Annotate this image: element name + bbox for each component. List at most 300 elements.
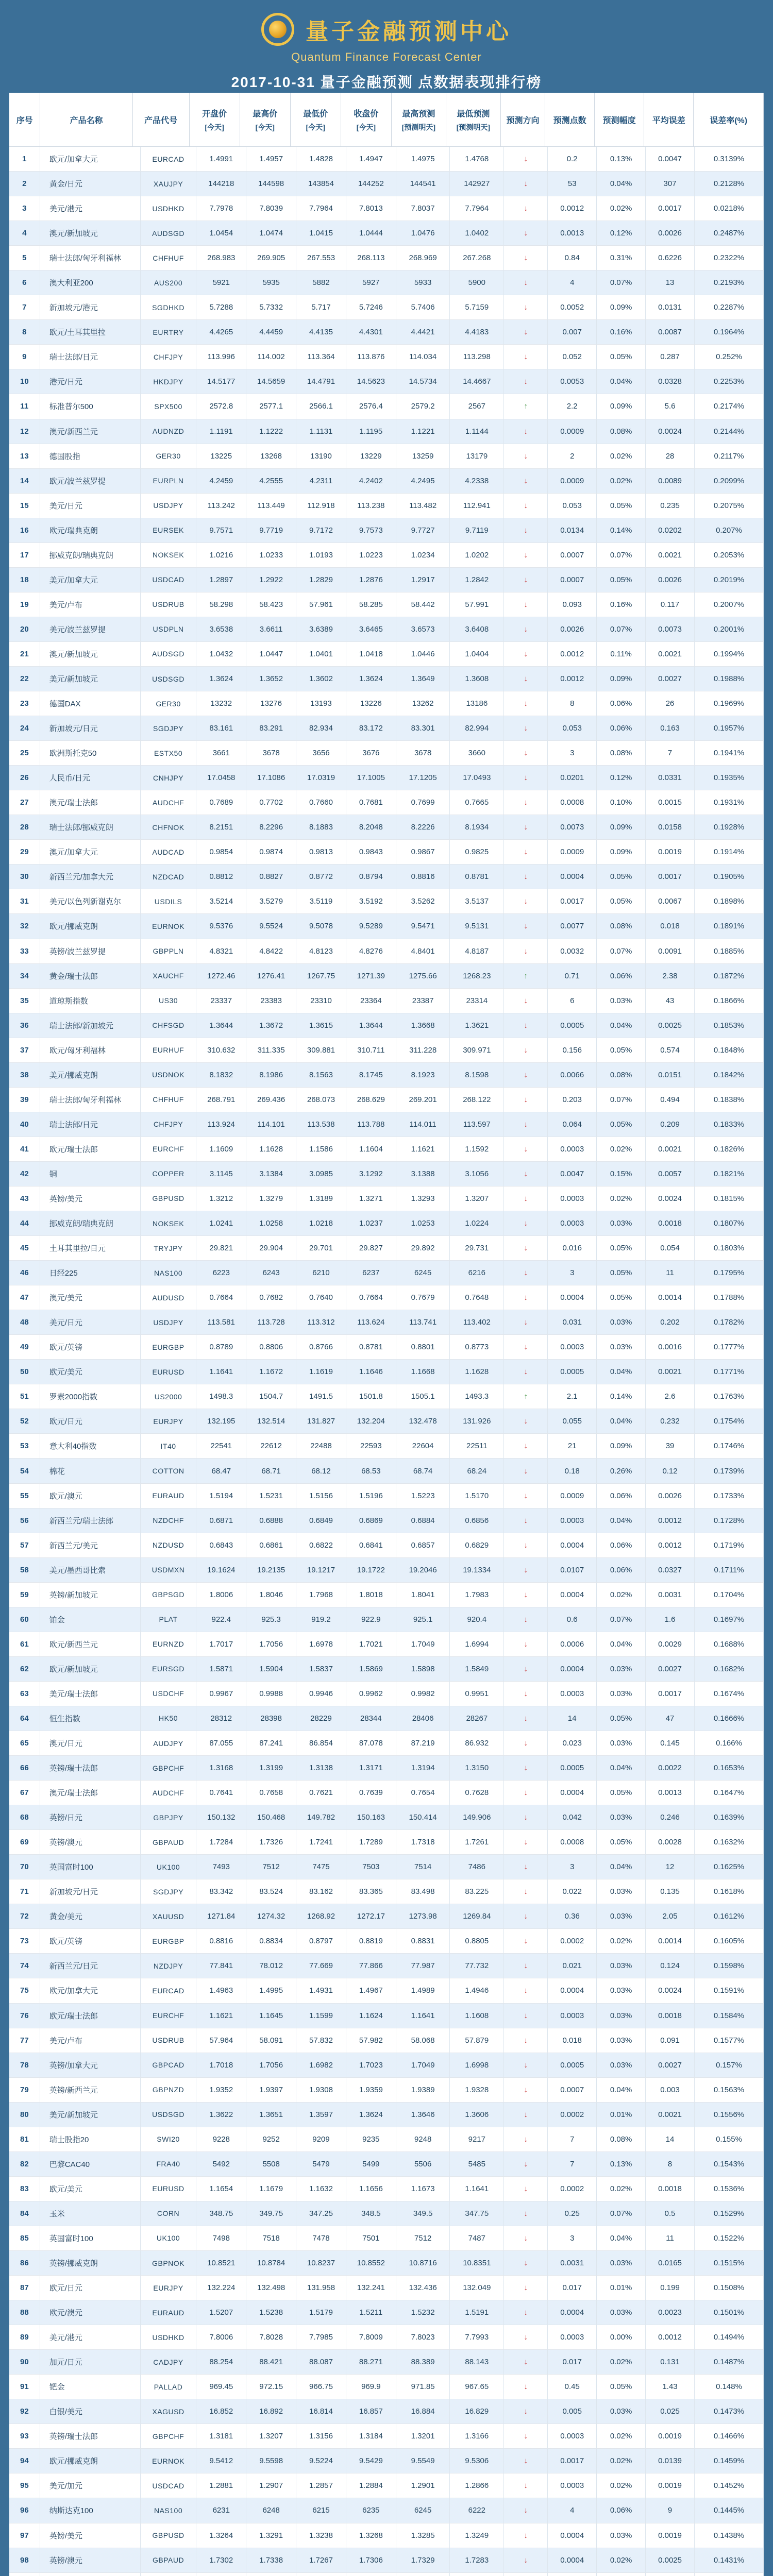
- cell-open: 150.132: [196, 1805, 246, 1829]
- cell-p_low: 149.906: [450, 1805, 504, 1829]
- cell-points: 0.0003: [548, 2325, 597, 2349]
- cell-no: 28: [9, 815, 40, 839]
- cell-err: 0.1931%: [695, 790, 764, 815]
- cell-low: 3656: [296, 741, 346, 765]
- cell-code: COTTON: [141, 1459, 197, 1483]
- table-row: [9, 543, 764, 568]
- table-row: [9, 2573, 764, 2576]
- cell-high: 132.514: [246, 1409, 296, 1433]
- cell-range: 0.01%: [597, 2103, 646, 2127]
- cell-p_high: 1275.66: [396, 964, 450, 988]
- cell-low: 347.25: [296, 2201, 346, 2226]
- cell-close: 1271.39: [346, 964, 396, 988]
- cell-dir: ↓: [504, 1855, 548, 1879]
- cell-avg: 0.0012: [646, 1509, 695, 1533]
- cell-open: 1.3622: [196, 2103, 246, 2127]
- cell-avg: 0.0018: [646, 1211, 695, 1235]
- cell-points: 0.0004: [548, 2548, 597, 2572]
- cell-points: 0.0077: [548, 914, 597, 938]
- col-header-label: 预测幅度: [602, 116, 636, 125]
- cell-avg: 0.0017: [646, 1682, 695, 1706]
- cell-code: EURNZD: [141, 1632, 197, 1656]
- cell-p_high: 1.1641: [396, 2004, 450, 2028]
- cell-low: 7475: [296, 1855, 346, 1879]
- cell-avg: 0.0024: [646, 419, 695, 444]
- cell-err: 0.1473%: [695, 2399, 764, 2424]
- cell-open: 14.5177: [196, 369, 246, 394]
- cell-no: 87: [9, 2276, 40, 2300]
- col-header-label: 最高价: [253, 109, 278, 118]
- cell-p_high: 1.7329: [396, 2548, 450, 2572]
- cell-low: 13190: [296, 444, 346, 468]
- cell-err: 0.1994%: [695, 642, 764, 666]
- col-header-label: 产品代号: [144, 116, 178, 125]
- cell-no: 1: [9, 147, 40, 171]
- cell-close: 1.0444: [346, 221, 396, 245]
- cell-points: 0.0007: [548, 543, 597, 567]
- cell-low: 1.3615: [296, 1013, 346, 1038]
- cell-code: EURCHF: [141, 1137, 197, 1161]
- table-row: [9, 1063, 764, 1088]
- cell-p_low: 22511: [450, 1434, 504, 1458]
- cell-points: 7: [548, 2152, 597, 2176]
- cell-open: 1.1641: [196, 1360, 246, 1384]
- cell-dir: ↓: [504, 369, 548, 394]
- cell-low: 1.5179: [296, 2300, 346, 2325]
- cell-high: 0.7658: [246, 1781, 296, 1805]
- cell-range: 0.03%: [597, 1731, 646, 1755]
- cell-points: 0.36: [548, 1904, 597, 1928]
- cell-points: 0.45: [548, 2375, 597, 2399]
- cell-code: USDMXN: [141, 1558, 197, 1582]
- cell-p_high: 925.1: [396, 1607, 450, 1632]
- cell-no: 94: [9, 2449, 40, 2473]
- cell-avg: 5.6: [646, 394, 695, 418]
- cell-p_high: 144541: [396, 172, 450, 196]
- cell-low: 83.162: [296, 1879, 346, 1904]
- cell-points: 0.156: [548, 1038, 597, 1062]
- cell-avg: 0.0089: [646, 469, 695, 493]
- cell-code: CADJPY: [141, 2350, 197, 2374]
- cell-err: 0.1838%: [695, 1088, 764, 1112]
- cell-avg: 0.0327: [646, 1558, 695, 1582]
- cell-p_high: 19.2046: [396, 1558, 450, 1582]
- cell-p_high: 29.892: [396, 1236, 450, 1260]
- cell-err: 0.1529%: [695, 2201, 764, 2226]
- table-row: [9, 790, 764, 815]
- cell-close: 132.204: [346, 1409, 396, 1433]
- table-row: [9, 2053, 764, 2078]
- cell-name: 德国DAX: [40, 691, 141, 716]
- cell-code: GER30: [141, 444, 197, 468]
- cell-name: 恒生指数: [40, 1706, 141, 1731]
- cell-points: 0.007: [548, 320, 597, 344]
- cell-high: 0.8827: [246, 865, 296, 889]
- cell-code: AUDJPY: [141, 1731, 197, 1755]
- cell-no: 22: [9, 667, 40, 691]
- table-row: [9, 2177, 764, 2201]
- table-row: [9, 369, 764, 394]
- cell-range: 0.02%: [597, 2350, 646, 2374]
- cell-open: 1.0241: [196, 1211, 246, 1235]
- cell-low: 1.0218: [296, 1211, 346, 1235]
- cell-high: 269.905: [246, 246, 296, 270]
- cell-err: 0.2053%: [695, 543, 764, 567]
- cell-dir: ↓: [504, 1830, 548, 1854]
- cell-dir: ↓: [504, 2053, 548, 2077]
- cell-dir: ↓: [504, 1285, 548, 1310]
- cell-dir: ↓: [504, 1706, 548, 1731]
- cell-dir: ↓: [504, 1607, 548, 1632]
- cell-points: 0.005: [548, 2399, 597, 2424]
- cell-high: 7512: [246, 1855, 296, 1879]
- cell-low: 14.4791: [296, 369, 346, 394]
- cell-p_high: 1.0253: [396, 1211, 450, 1235]
- cell-low: 1.3189: [296, 1187, 346, 1211]
- cell-code: EURJPY: [141, 1409, 197, 1433]
- col-header-p_low: [446, 93, 501, 146]
- cell-low: 16.814: [296, 2399, 346, 2424]
- cell-low: 7478: [296, 2226, 346, 2250]
- cell-close: 77.866: [346, 1954, 396, 1978]
- cell-p_high: 58.442: [396, 592, 450, 617]
- cell-dir: ↓: [504, 2473, 548, 2498]
- cell-low: 13193: [296, 691, 346, 716]
- cell-high: 7518: [246, 2226, 296, 2250]
- cell-name: 英镑/加拿大元: [40, 2053, 141, 2077]
- cell-range: 0.05%: [597, 1038, 646, 1062]
- cell-code: CHFSGD: [141, 1013, 197, 1038]
- cell-high: 1.0447: [246, 642, 296, 666]
- cell-name: 新加坡元/港元: [40, 295, 141, 319]
- cell-avg: 0.12: [646, 1459, 695, 1483]
- cell-close: 2576.4: [346, 394, 396, 418]
- table-row: [9, 1533, 764, 1558]
- cell-code: PALLAD: [141, 2375, 197, 2399]
- cell-code: SGDHKD: [141, 295, 197, 319]
- cell-low: 3.5119: [296, 889, 346, 913]
- cell-high: 1276.41: [246, 964, 296, 988]
- cell-code: GBPUSD: [141, 2523, 197, 2548]
- cell-err: 0.1584%: [695, 2004, 764, 2028]
- cell-code: EURAUD: [141, 1484, 197, 1508]
- cell-no: 80: [9, 2103, 40, 2127]
- cell-open: 17.0458: [196, 766, 246, 790]
- cell-name: 日经225: [40, 1261, 141, 1285]
- cell-no: 2: [9, 172, 40, 196]
- cell-low: 29.701: [296, 1236, 346, 1260]
- cell-err: 0.1733%: [695, 1484, 764, 1508]
- cell-low: 1.7241: [296, 1830, 346, 1854]
- table-row: [9, 469, 764, 494]
- cell-dir: ↑: [504, 964, 548, 988]
- cell-open: 1.4963: [196, 1978, 246, 2003]
- cell-code: GBPUSD: [141, 1187, 197, 1211]
- cell-range: 0.09%: [597, 1434, 646, 1458]
- cell-close: 1.5211: [346, 2300, 396, 2325]
- cell-high: 10.8784: [246, 2251, 296, 2275]
- cell-open: 1.0454: [196, 221, 246, 245]
- cell-p_high: 0.6857: [396, 1533, 450, 1557]
- cell-no: 75: [9, 1978, 40, 2003]
- cell-close: 0.7639: [346, 1781, 396, 1805]
- cell-no: 66: [9, 1756, 40, 1780]
- cell-p_low: 1.9328: [450, 2078, 504, 2102]
- cell-dir: ↓: [504, 741, 548, 765]
- cell-code: EURCAD: [141, 147, 197, 171]
- cell-avg: 2.38: [646, 964, 695, 988]
- cell-high: 349.75: [246, 2201, 296, 2226]
- cell-no: 95: [9, 2473, 40, 2498]
- cell-avg: 47: [646, 1706, 695, 1731]
- cell-open: 1272.46: [196, 964, 246, 988]
- cell-close: 1272.17: [346, 1904, 396, 1928]
- cell-close: 4.4301: [346, 320, 396, 344]
- cell-high: 78.012: [246, 1954, 296, 1978]
- cell-close: 1.0237: [346, 1211, 396, 1235]
- cell-p_low: 1.2842: [450, 568, 504, 592]
- cell-high: 1.1679: [246, 2177, 296, 2201]
- cell-high: 9.7719: [246, 518, 296, 543]
- cell-close: 1.1646: [346, 1360, 396, 1384]
- cell-range: 0.08%: [597, 741, 646, 765]
- cell-p_low: 28267: [450, 1706, 504, 1731]
- cell-close: 88.271: [346, 2350, 396, 2374]
- cell-dir: ↓: [504, 1978, 548, 2003]
- cell-high: 1.7326: [246, 1830, 296, 1854]
- cell-open: [196, 2573, 246, 2576]
- cell-close: 83.365: [346, 1879, 396, 1904]
- cell-range: 0.04%: [597, 1632, 646, 1656]
- cell-err: 0.1704%: [695, 1583, 764, 1607]
- cell-points: 0.0012: [548, 642, 597, 666]
- table-row: [9, 2498, 764, 2523]
- cell-err: 0.2322%: [695, 246, 764, 270]
- cell-low: 1.3602: [296, 667, 346, 691]
- table-row: [9, 2028, 764, 2053]
- cell-p_low: 4.8187: [450, 939, 504, 963]
- cell-avg: 0.0027: [646, 667, 695, 691]
- cell-avg: 0.0023: [646, 2300, 695, 2325]
- cell-p_low: 23314: [450, 989, 504, 1013]
- cell-code: GBPAUD: [141, 2548, 197, 2572]
- cell-p_low: 1.6994: [450, 1632, 504, 1656]
- table-row: [9, 2300, 764, 2325]
- cell-err: 0.1682%: [695, 1657, 764, 1681]
- cell-dir: ↓: [504, 543, 548, 567]
- cell-err: 0.2128%: [695, 172, 764, 196]
- cell-name: 玉米: [40, 2201, 141, 2226]
- cell-low: 268.073: [296, 1088, 346, 1112]
- cell-dir: ↓: [504, 2103, 548, 2127]
- cell-range: 0.05%: [597, 1112, 646, 1137]
- cell-code: EURTRY: [141, 320, 197, 344]
- cell-range: 0.03%: [597, 2523, 646, 2548]
- cell-open: 29.821: [196, 1236, 246, 1260]
- cell-range: 0.03%: [597, 1805, 646, 1829]
- cell-high: 87.241: [246, 1731, 296, 1755]
- cell-name: 美元/日元: [40, 494, 141, 518]
- cell-high: 4.2555: [246, 469, 296, 493]
- cell-no: 46: [9, 1261, 40, 1285]
- cell-open: 3.6538: [196, 617, 246, 641]
- cell-p_high: 13259: [396, 444, 450, 468]
- cell-low: 9.5078: [296, 914, 346, 938]
- cell-p_high: 114.034: [396, 345, 450, 369]
- cell-code: GBPSGD: [141, 1583, 197, 1607]
- cell-high: 5508: [246, 2152, 296, 2176]
- cell-dir: ↓: [504, 2127, 548, 2151]
- cell-err: 0.1697%: [695, 1607, 764, 1632]
- cell-code: GBPPLN: [141, 939, 197, 963]
- cell-p_low: 142927: [450, 172, 504, 196]
- cell-p_low: 16.829: [450, 2399, 504, 2424]
- cell-points: 0.203: [548, 1088, 597, 1112]
- cell-dir: ↓: [504, 1533, 548, 1557]
- cell-range: 0.05%: [597, 2375, 646, 2399]
- col-header-dir: [501, 93, 545, 146]
- cell-no: 14: [9, 469, 40, 493]
- cell-open: 13232: [196, 691, 246, 716]
- cell-close: 1.7023: [346, 2053, 396, 2077]
- cell-p_low: 1.4946: [450, 1978, 504, 2003]
- cell-avg: 0.0047: [646, 147, 695, 171]
- cell-range: 0.13%: [597, 2152, 646, 2176]
- cell-points: 6: [548, 989, 597, 1013]
- cell-high: 0.6888: [246, 1509, 296, 1533]
- cell-err: 0.1598%: [695, 1954, 764, 1978]
- cell-points: 0.0003: [548, 1187, 597, 1211]
- cell-avg: 0.0057: [646, 1162, 695, 1186]
- cell-avg: 0.091: [646, 2028, 695, 2053]
- cell-avg: 0.0015: [646, 790, 695, 815]
- table-row: [9, 246, 764, 270]
- cell-open: 13225: [196, 444, 246, 468]
- cell-open: 19.1624: [196, 1558, 246, 1582]
- cell-no: 93: [9, 2424, 40, 2448]
- cell-p_high: 4.4421: [396, 320, 450, 344]
- cell-points: 0.0004: [548, 1781, 597, 1805]
- cell-open: 1.0216: [196, 543, 246, 567]
- cell-p_low: 1.7261: [450, 1830, 504, 1854]
- cell-points: 0.2: [548, 147, 597, 171]
- cell-p_low: 1.3249: [450, 2523, 504, 2548]
- cell-p_high: 1.7318: [396, 1830, 450, 1854]
- cell-no: 91: [9, 2375, 40, 2399]
- cell-no: 31: [9, 889, 40, 913]
- cell-p_high: 0.8816: [396, 865, 450, 889]
- cell-avg: 0.0029: [646, 1632, 695, 1656]
- cell-no: 29: [9, 840, 40, 864]
- cell-points: 0.0017: [548, 2449, 597, 2473]
- cell-dir: ↓: [504, 1756, 548, 1780]
- cell-avg: 0.0017: [646, 865, 695, 889]
- cell-range: 0.09%: [597, 295, 646, 319]
- cell-err: 0.1853%: [695, 1013, 764, 1038]
- cell-p_high: 7514: [396, 1855, 450, 1879]
- cell-high: 3.5279: [246, 889, 296, 913]
- cell-p_low: 9217: [450, 2127, 504, 2151]
- cell-avg: 39: [646, 1434, 695, 1458]
- cell-range: 0.03%: [597, 1211, 646, 1235]
- cell-dir: ↓: [504, 1236, 548, 1260]
- cell-points: 0.0073: [548, 815, 597, 839]
- cell-high: 1274.32: [246, 1904, 296, 1928]
- cell-high: 1504.7: [246, 1384, 296, 1409]
- cell-dir: ↓: [504, 1781, 548, 1805]
- cell-no: 73: [9, 1929, 40, 1953]
- cell-p_low: 0.6856: [450, 1509, 504, 1533]
- cell-avg: 0.574: [646, 1038, 695, 1062]
- cell-range: 0.03%: [597, 1310, 646, 1334]
- cell-range: 0.02%: [597, 196, 646, 221]
- cell-open: 23337: [196, 989, 246, 1013]
- cell-p_high: 83.301: [396, 716, 450, 740]
- cell-range: 0.11%: [597, 642, 646, 666]
- cell-range: 0.07%: [597, 543, 646, 567]
- cell-range: 0.08%: [597, 914, 646, 938]
- cell-points: 0.0107: [548, 1558, 597, 1582]
- cell-avg: 8: [646, 2152, 695, 2176]
- cell-no: 37: [9, 1038, 40, 1062]
- cell-low: 1.4931: [296, 1978, 346, 2003]
- cell-open: 132.224: [196, 2276, 246, 2300]
- cell-open: 0.7641: [196, 1781, 246, 1805]
- cell-no: 52: [9, 1409, 40, 1433]
- cell-err: 0.1605%: [695, 1929, 764, 1953]
- cell-p_high: 7.8023: [396, 2325, 450, 2349]
- cell-p_low: 1.3150: [450, 1756, 504, 1780]
- cell-close: 1.1624: [346, 2004, 396, 2028]
- cell-close: 3.1292: [346, 1162, 396, 1186]
- cell-err: 0.1487%: [695, 2350, 764, 2374]
- cell-code: USDHKD: [141, 196, 197, 221]
- cell-dir: ↓: [504, 1731, 548, 1755]
- cell-points: 0.0012: [548, 196, 597, 221]
- cell-p_low: 113.298: [450, 345, 504, 369]
- cell-err: 0.1969%: [695, 691, 764, 716]
- cell-dir: ↓: [504, 691, 548, 716]
- cell-low: 1.3156: [296, 2424, 346, 2448]
- cell-open: 0.9967: [196, 1682, 246, 1706]
- cell-high: 1.4995: [246, 1978, 296, 2003]
- cell-p_high: 2579.2: [396, 394, 450, 418]
- cell-close: 10.8552: [346, 2251, 396, 2275]
- cell-err: 0.1591%: [695, 1978, 764, 2003]
- cell-err: 0.1833%: [695, 1112, 764, 1137]
- cell-range: 0.07%: [597, 1607, 646, 1632]
- table-row: [9, 1187, 764, 1211]
- cell-code: EURHUF: [141, 1038, 197, 1062]
- cell-avg: 0.202: [646, 1310, 695, 1334]
- cell-range: 0.03%: [597, 1954, 646, 1978]
- cell-open: 1.0432: [196, 642, 246, 666]
- cell-low: 6210: [296, 1261, 346, 1285]
- cell-high: 68.71: [246, 1459, 296, 1483]
- cell-open: 1.3264: [196, 2523, 246, 2548]
- cell-range: 0.02%: [597, 2424, 646, 2448]
- col-header-open: [190, 93, 240, 146]
- cell-points: [548, 2573, 597, 2576]
- cell-name: 英镑/日元: [40, 1805, 141, 1829]
- cell-no: 27: [9, 790, 40, 815]
- cell-low: 3.6389: [296, 617, 346, 641]
- cell-name: 瑞士法郎/日元: [40, 345, 141, 369]
- cell-code: XAUJPY: [141, 172, 197, 196]
- cell-dir: ↓: [504, 2004, 548, 2028]
- cell-err: 0.1935%: [695, 766, 764, 790]
- cell-low: 1.5837: [296, 1657, 346, 1681]
